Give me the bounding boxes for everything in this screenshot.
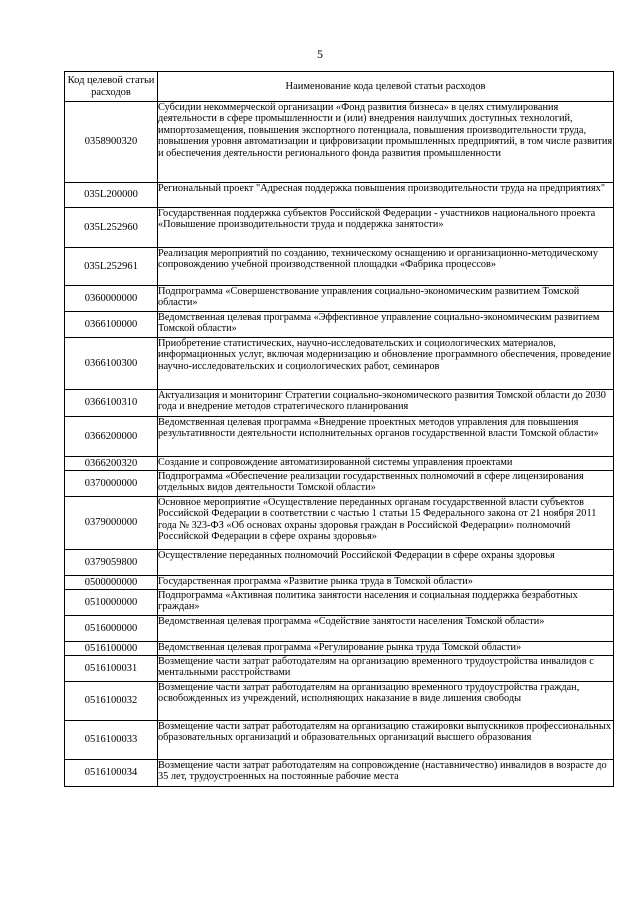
row-code: 0366200320	[65, 457, 158, 471]
header-code: Код целевой статьи расходов	[65, 72, 158, 102]
row-code: 035L252960	[65, 208, 158, 248]
table-row	[65, 248, 614, 286]
table-row	[65, 338, 614, 390]
row-name: Государственная поддержка субъектов Российской Федерации - участников национального проекта «Повышение производительности труда и поддержка занятости»	[158, 208, 614, 248]
row-code: 0366100300	[65, 338, 158, 390]
header-name: Наименование кода целевой статьи расходов	[158, 72, 614, 102]
table-row	[65, 208, 614, 248]
table-row	[65, 390, 614, 417]
table-row	[65, 497, 614, 550]
table-row	[65, 642, 614, 656]
row-code: 0366200000	[65, 417, 158, 457]
row-code: 0516100031	[65, 656, 158, 682]
row-code: 0516100032	[65, 682, 158, 721]
row-name: Основное мероприятие «Осуществление переданных органам государственной власти субъектов Российской Федерации в соответствии с частью 1 статьи 15 Федерального закона от 21 ноября 2011 года № 323-ФЗ «Об основах охраны здоровья граждан в Российской Федерации» полномочий Российской Федерации в сфере охраны здоровья»	[158, 497, 614, 550]
row-code: 035L200000	[65, 183, 158, 208]
row-code: 0516100034	[65, 760, 158, 787]
row-code: 0516100000	[65, 642, 158, 656]
table-row	[65, 471, 614, 497]
table-row	[65, 576, 614, 590]
row-code: 0366100000	[65, 312, 158, 338]
row-name: Ведомственная целевая программа «Регулирование рынка труда Томской области»	[158, 642, 614, 656]
table-row	[65, 721, 614, 760]
row-name: Подпрограмма «Обеспечение реализации государственных полномочий в сфере лицензирования отдельных видов деятельности Томской области»	[158, 471, 614, 497]
table-row	[65, 183, 614, 208]
page-number: 5	[317, 47, 323, 61]
table-row	[65, 550, 614, 576]
table-row	[65, 760, 614, 787]
row-name: Подпрограмма «Активная политика занятости населения и социальная поддержка безработных граждан»	[158, 590, 614, 616]
row-name: Создание и сопровождение автоматизированной системы управления проектами	[158, 457, 614, 471]
row-code: 0370000000	[65, 471, 158, 497]
row-name: Ведомственная целевая программа «Внедрение проектных методов управления для повышения результативности деятельности исполнительных органов государственной власти Томской области»	[158, 417, 614, 457]
row-name: Государственная программа «Развитие рынка труда в Томской области»	[158, 576, 614, 590]
table-row	[65, 417, 614, 457]
row-name: Актуализация и мониторинг Стратегии социально-экономического развития Томской области до 2030 года и внедрение методов стратегического планирования	[158, 390, 614, 417]
row-code: 0379059800	[65, 550, 158, 576]
table-row	[65, 590, 614, 616]
row-name: Ведомственная целевая программа «Содействие занятости населения Томской области»	[158, 616, 614, 642]
table-row	[65, 616, 614, 642]
row-name: Возмещение части затрат работодателям на организацию временного трудоустройства граждан, освобожденных из учреждений, исполняющих наказание в виде лишения свободы	[158, 682, 614, 721]
table-row	[65, 656, 614, 682]
table-row	[65, 286, 614, 312]
row-name: Возмещение части затрат работодателям на организацию стажировки выпускников профессиональных образовательных организаций и образовательных организаций высшего образования	[158, 721, 614, 760]
row-name: Региональный проект "Адресная поддержка повышения производительности труда на предприятиях"	[158, 183, 614, 208]
row-code: 0366100310	[65, 390, 158, 417]
row-code: 0510000000	[65, 590, 158, 616]
table-row	[65, 312, 614, 338]
row-name: Осуществление переданных полномочий Российской Федерации в сфере охраны здоровья	[158, 550, 614, 576]
row-code: 0516100033	[65, 721, 158, 760]
row-name: Ведомственная целевая программа «Эффективное управление социально-экономическим развитием Томской области»	[158, 312, 614, 338]
row-name: Возмещение части затрат работодателям на сопровождение (наставничество) инвалидов в возрасте до 35 лет, трудоустроенных на постоянные рабочие места	[158, 760, 614, 787]
row-name: Возмещение части затрат работодателям на организацию временного трудоустройства инвалидов с ментальными расстройствами	[158, 656, 614, 682]
table-row	[65, 102, 614, 183]
row-code: 0379000000	[65, 497, 158, 550]
target-expense-codes-table	[64, 71, 614, 787]
table-row	[65, 457, 614, 471]
row-name: Реализация мероприятий по созданию, техническому оснащению и организационно-методическому сопровождению учебной производственной площадки «Фабрика процессов»	[158, 248, 614, 286]
row-name: Подпрограмма «Совершенствование управления социально-экономическим развитием Томской области»	[158, 286, 614, 312]
table-row	[65, 682, 614, 721]
table-header-row	[65, 72, 614, 102]
row-code: 035L252961	[65, 248, 158, 286]
row-code: 0360000000	[65, 286, 158, 312]
row-name: Субсидии некоммерческой организации «Фонд развития бизнеса» в целях стимулирования деятельности в сфере промышленности и (или) внедрения наилучших доступных технологий, импортозамещения, повышения экспортного потенциала, повышения производительности труда, повышения уровня автоматизации и цифровизации промышленных предприятий, в том числе развития и обеспечения деятельности регионального фонда развития промышленности	[158, 102, 614, 183]
row-code: 0516000000	[65, 616, 158, 642]
row-code: 0500000000	[65, 576, 158, 590]
row-code: 0358900320	[65, 102, 158, 183]
row-name: Приобретение статистических, научно-исследовательских и социологических материалов, информационных услуг, включая модернизацию и обновление программного обеспечения, проведение научно-исследовательских и социологических работ, семинаров	[158, 338, 614, 390]
